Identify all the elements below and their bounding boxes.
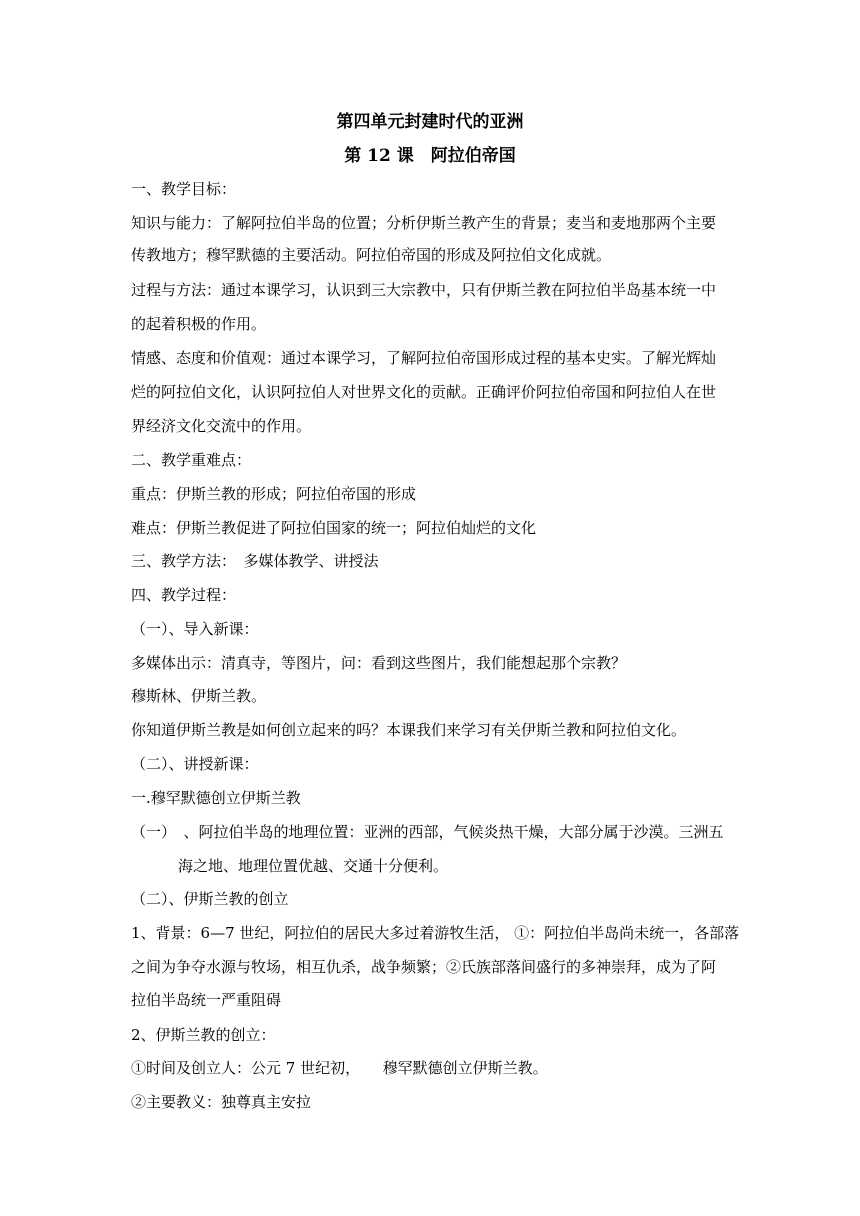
subheading-intro: （一）、导入新课： [131,620,259,638]
paragraph-line: 烂的阿拉伯文化，认识阿拉伯人对世界文化的贡献。正确评价阿拉伯帝国和阿拉伯人在世 [131,383,717,401]
paragraph-line: 的起着积极的作用。 [131,315,267,333]
paragraph-line: （一） 、阿拉伯半岛的地理位置：亚洲的西部，气候炎热干燥，大部分属于沙漠。三洲五 [131,823,724,841]
paragraph-line: 一.穆罕默德创立伊斯兰教 [131,789,301,807]
paragraph-line: 情感、态度和价值观：通过本课学习，了解阿拉伯帝国形成过程的基本史实。了解光辉灿 [131,349,717,367]
subheading-founding: （二）、伊斯兰教的创立 [131,890,289,908]
paragraph-line: 界经济文化交流中的作用。 [131,417,312,435]
section-heading-key-points: 二、教学重难点： [131,451,252,469]
paragraph-line: 难点：伊斯兰教促进了阿拉伯国家的统一；阿拉伯灿烂的文化 [131,519,537,537]
section-heading-process: 四、教学过程： [131,586,237,604]
paragraph-line: 2、伊斯兰教的创立： [131,1026,276,1044]
paragraph-line: 多媒体出示：清真寺，等图片，问：看到这些图片，我们能想起那个宗教？ [131,654,627,672]
section-heading-methods: 三、教学方法： 多媒体教学、讲授法 [131,552,379,570]
paragraph-line: 重点：伊斯兰教的形成；阿拉伯帝国的形成 [131,485,417,503]
subheading-new-lesson: （二）、讲授新课： [131,755,259,773]
paragraph-line: 1、背景：6—7 世纪，阿拉伯的居民大多过着游牧生活， ①：阿拉伯半岛尚未统一，各部落 [131,924,740,942]
paragraph-line: 之间为争夺水源与牧场，相互仇杀，战争频繁；②氏族部落间盛行的多神崇拜，成为了阿 [131,958,717,976]
paragraph-line: 海之地、地理位置优越、交通十分便利。 [178,857,449,875]
paragraph-line: 传教地方；穆罕默德的主要活动。阿拉伯帝国的形成及阿拉伯文化成就。 [131,246,612,264]
paragraph-line: 过程与方法：通过本课学习，认识到三大宗教中，只有伊斯兰教在阿拉伯半岛基本统一中 [131,281,717,299]
paragraph-line: ①时间及创立人：公元 7 世纪初， 穆罕默德创立伊斯兰教。 [131,1059,548,1077]
paragraph-line: 知识与能力：了解阿拉伯半岛的位置；分析伊斯兰教产生的背景；麦当和麦地那两个主要 [131,214,717,232]
section-heading-objectives: 一、教学目标： [131,180,237,198]
paragraph-line: ②主要教义：独尊真主安拉 [131,1093,312,1111]
paragraph-line: 你知道伊斯兰教是如何创立起来的吗？本课我们来学习有关伊斯兰教和阿拉伯文化。 [131,721,687,739]
unit-title: 第四单元封建时代的亚洲 [336,112,524,132]
lesson-title: 第 12 课 阿拉伯帝国 [344,146,516,166]
paragraph-line: 穆斯林、伊斯兰教。 [131,687,267,705]
paragraph-line: 拉伯半岛统一严重阻碍 [131,991,282,1009]
